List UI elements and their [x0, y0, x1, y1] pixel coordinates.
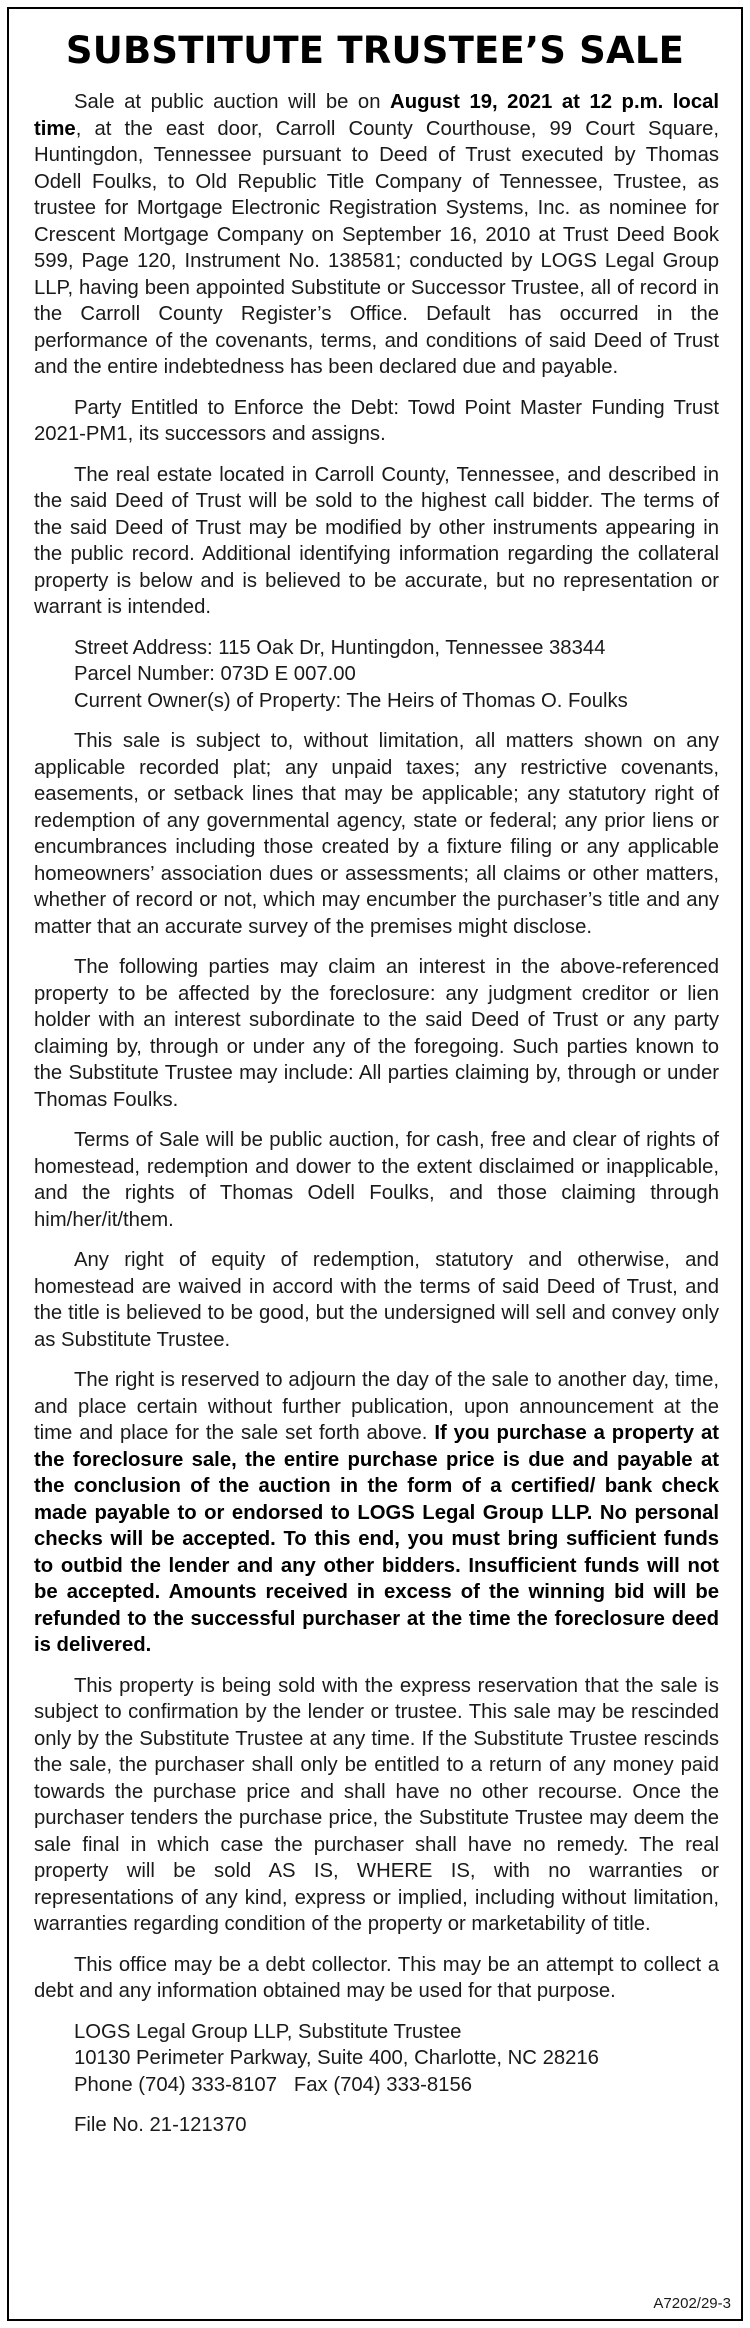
file-number: File No. 21-121370	[74, 2114, 247, 2136]
trustee-name: LOGS Legal Group LLP, Substitute Trustee	[74, 2020, 462, 2043]
payment-requirements-text: If you purchase a property at the foreclosure sale, the entire purchase price is due and payable at the conclusion of the auction in the form of a certified/ bank check made payable to or endorsed to LOGS Legal Group LLP. No personal checks will be accepted. To this end, you must bring sufficient funds to outbid the lender and any other bidders. Insufficient funds will not be accepted. Amounts received in excess of the winning bid will be refunded to the successful purchaser at the time the foreclosure deed is delivered.	[34, 1422, 719, 1656]
equity-redemption-paragraph: Any right of equity of redemption, statutory and otherwise, and homestead are waived in accord with the terms of said Deed of Trust, and the title is believed to be good, but the undersigned will sell and convey only as Substitute Trustee.	[34, 1249, 719, 1351]
real-estate-paragraph: The real estate located in Carroll County, Tennessee, and described in the said Deed of Trust will be sold to the highest call bidder. The terms of the said Deed of Trust may be modified by other instruments appearing in the public record. Additional identifying information regarding the collateral property is below and is believed to be accurate, but no representation or warrant is intended.	[34, 463, 719, 618]
adjournment-paragraph	[34, 1367, 719, 1659]
sale-intro-text: Sale at public auction will be on	[74, 91, 391, 113]
terms-of-sale-paragraph: Terms of Sale will be public auction, for cash, free and clear of rights of homestead, redemption and dower to the extent disclaimed or inapplicable, and the rights of Thomas Odell Foulks, and those claiming through him/her/it/them.	[34, 1129, 719, 1231]
trustee-address: 10130 Perimeter Parkway, Suite 400, Charlotte, NC 28216	[74, 2047, 599, 2069]
adjournment-text: The right is reserved to adjourn the day of the sale to another day, time, and place certain without further publication, upon announcement at the time and place for the sale set forth above.	[34, 1369, 719, 1444]
sale-details-text: , at the east door, Carroll County Courthouse, 99 Court Square, Huntingdon, Tennessee pursuant to Deed of Trust executed by Thomas Odell Foulks, to Old Republic Title Company of Tennessee, Trustee, as trustee for Mortgage Electronic Registration Systems, Inc. as nominee for Crescent Mortgage Company on September 16, 2010 at Trust Deed Book 599, Page 120, Instrument No. 138581; conducted by LOGS Legal Group LLP, having been appointed Substitute or Successor Trustee, all of record in the Carroll County Register’s Office. Default has occurred in the performance of the covenants, terms, and conditions of said Deed of Trust and the entire indebtedness has been declared due and payable.	[34, 117, 719, 378]
sale-date-text: August 19, 2021 at 12 p.m. local time	[34, 91, 720, 140]
notice-frame	[7, 7, 743, 2321]
sale-details-paragraph	[34, 89, 719, 381]
parcel-number: Parcel Number: 073D E 007.00	[74, 663, 356, 685]
trustee-phone-fax: Phone (704) 333-8107 Fax (704) 333-8156	[74, 2073, 473, 2096]
street-address: Street Address: 115 Oak Dr, Huntingdon, Tennessee 38344	[74, 636, 606, 659]
trustee-contact	[74, 2019, 719, 2099]
debt-collector-paragraph: This office may be a debt collector. This may be an attempt to collect a debt and any information obtained may be used for that purpose.	[34, 1953, 719, 2002]
ad-code: A7202/29-3	[653, 2295, 731, 2312]
reservation-paragraph: This property is being sold with the express reservation that the sale is subject to confirmation by the lender or trustee. This sale may be rescinded only by the Substitute Trustee at any time. If the Substitute Trustee rescinds the sale, the purchaser shall only be entitled to a return of any money paid towards the purchase price and shall have no other recourse. Once the purchaser tenders the purchase price, the Substitute Trustee may deem the sale final in which case the purchaser shall have no remedy. The real property will be sold AS IS, WHERE IS, with no warranties or representations of any kind, express or implied, including without limitation, warranties regarding condition of the property or marketability of title.	[34, 1674, 719, 1935]
property-info	[74, 635, 719, 715]
notice-body	[9, 89, 741, 2139]
interested-parties-paragraph: The following parties may claim an interest in the above-referenced property to be affected by the foreclosure: any judgment creditor or lien holder with an interest subordinate to the said Deed of Trust or any party claiming by, through or under any of the foregoing. Such parties known to the Substitute Trustee may include: All parties claiming by, through or under Thomas Foulks.	[34, 956, 719, 1111]
limitations-paragraph: This sale is subject to, without limitation, all matters shown on any applicable recorded plat; any unpaid taxes; any restrictive covenants, easements, or setback lines that may be applicable; any statutory right of redemption of any governmental agency, state or federal; any prior liens or encumbrances including those created by a fixture filing or any applicable homeowners’ association dues or assessments; all claims or other matters, whether of record or not, which may encumber the purchaser’s title and any matter that an accurate survey of the premises might disclose.	[34, 730, 719, 938]
notice-title: SUBSTITUTE TRUSTEE’S SALE	[65, 29, 685, 72]
current-owner: Current Owner(s) of Property: The Heirs of Thomas O. Foulks	[74, 689, 628, 712]
enforcing-party-paragraph: Party Entitled to Enforce the Debt: Towd Point Master Funding Trust 2021-PM1, its successors and assigns.	[34, 396, 719, 445]
